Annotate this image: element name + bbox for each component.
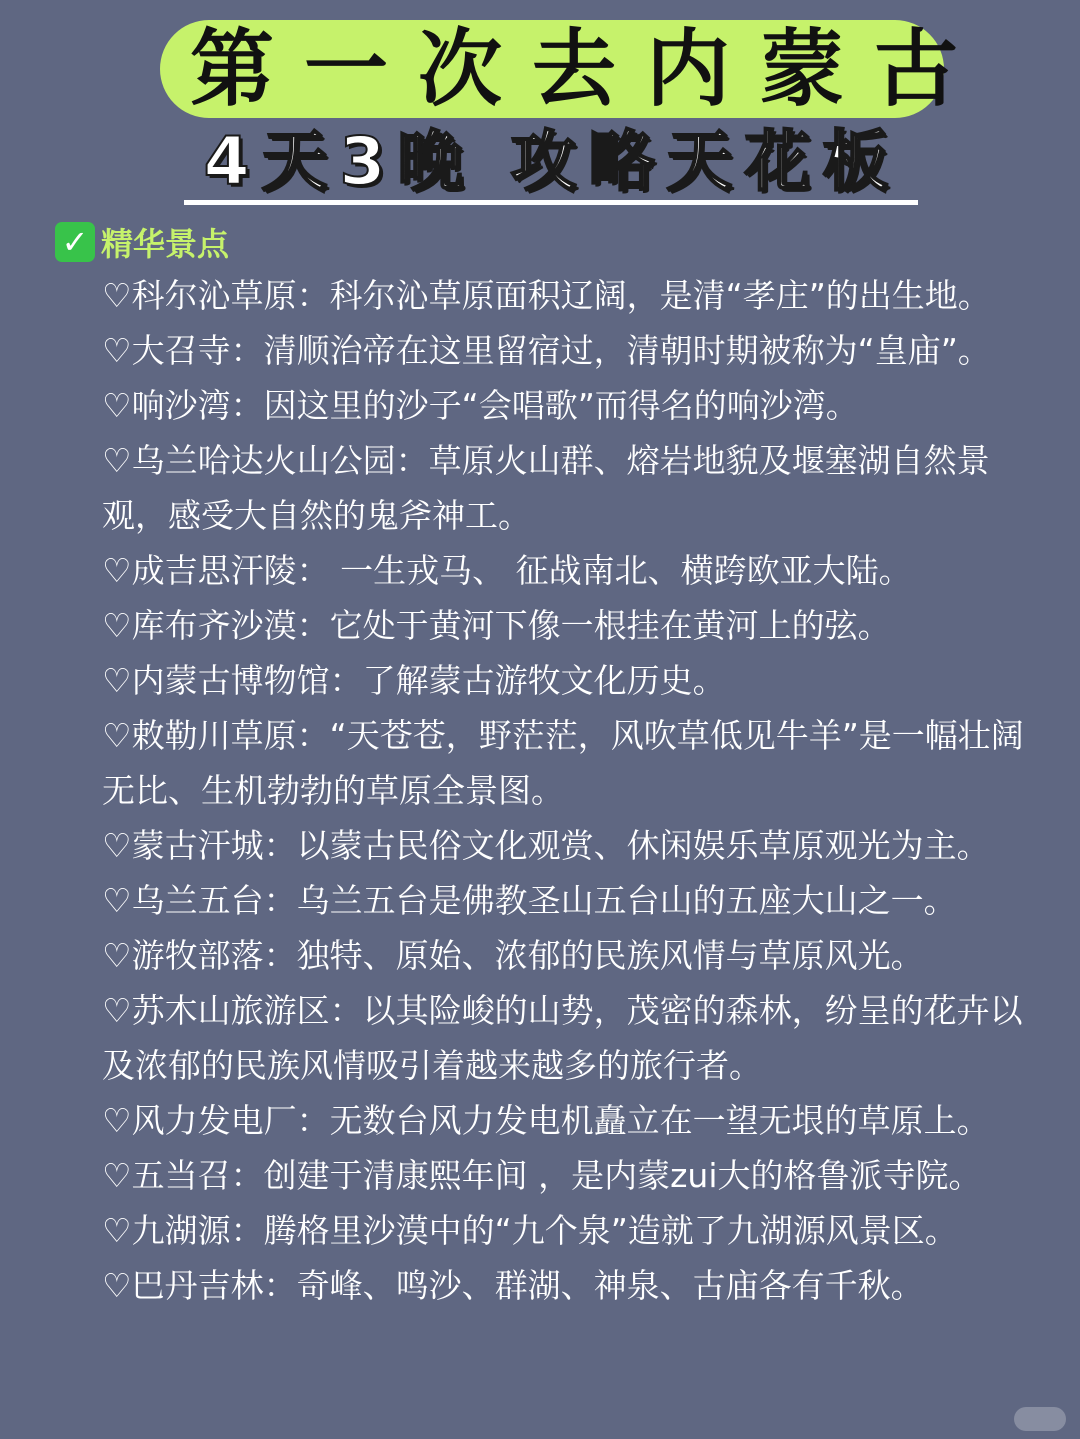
list-item-text: 库布齐沙漠：它处于黄河下像一根挂在黄河上的弦。	[131, 606, 891, 645]
heart-icon: ♡	[102, 826, 132, 865]
list-item-text: 乌兰哈达火山公园：草原火山群、熔岩地貌及堰塞湖自然景观，感受大自然的鬼斧神工。	[102, 441, 990, 535]
heart-icon: ♡	[102, 441, 132, 480]
heart-icon: ♡	[102, 936, 132, 975]
subtitle-underline	[184, 200, 918, 205]
heart-icon: ♡	[102, 606, 132, 645]
heart-icon: ♡	[102, 881, 132, 920]
list-item	[102, 928, 1042, 983]
list-item	[102, 323, 1042, 378]
list-item-text: 内蒙古博物馆：了解蒙古游牧文化历史。	[131, 661, 726, 700]
page-title: 第一次去内蒙古	[190, 20, 989, 118]
list-item-text: 五当召：创建于清康熙年间 ，是内蒙zui大的格鲁派寺院。	[131, 1156, 982, 1195]
check-mark-icon: ✓	[55, 222, 95, 262]
list-item	[102, 1093, 1042, 1148]
list-item-text: 大召寺：清顺治帝在这里留宿过，清朝时期被称为“皇庙”。	[131, 331, 991, 370]
heart-icon: ♡	[102, 386, 132, 425]
list-item-text: 巴丹吉林：奇峰、鸣沙、群湖、神泉、古庙各有千秋。	[131, 1266, 924, 1305]
list-item	[102, 818, 1042, 873]
heart-icon: ♡	[102, 1156, 132, 1195]
list-item	[102, 873, 1042, 928]
list-item	[102, 268, 1042, 323]
heart-icon: ♡	[102, 331, 132, 370]
list-item	[102, 1203, 1042, 1258]
heart-icon: ♡	[102, 1266, 132, 1305]
list-item-text: 成吉思汗陵： 一生戎马、 征战南北、横跨欧亚大陆。	[131, 551, 912, 590]
list-item-text: 蒙古汗城：以蒙古民俗文化观赏、休闲娱乐草原观光为主。	[131, 826, 990, 865]
list-item-text: 响沙湾：因这里的沙子“会唱歌”而得名的响沙湾。	[131, 386, 859, 425]
heart-icon: ♡	[102, 551, 132, 590]
heart-icon: ♡	[102, 1211, 132, 1250]
section-header	[55, 218, 229, 266]
list-item	[102, 653, 1042, 708]
list-item-text: 游牧部落：独特、原始、浓郁的民族风情与草原风光。	[131, 936, 924, 975]
list-item-text: 科尔沁草原：科尔沁草原面积辽阔，是清“孝庄”的出生地。	[131, 276, 991, 315]
list-item	[102, 543, 1042, 598]
list-item	[102, 983, 1042, 1093]
attraction-list	[102, 268, 1042, 1313]
list-item	[102, 433, 1042, 543]
list-item	[102, 378, 1042, 433]
heart-icon: ♡	[102, 276, 132, 315]
section-title: 精华景点	[101, 225, 230, 263]
list-item-text: 风力发电厂：无数台风力发电机矗立在一望无垠的草原上。	[131, 1101, 990, 1140]
heart-icon: ♡	[102, 716, 132, 755]
list-item-text: 敕勒川草原：“天苍苍，野茫茫，风吹草低见牛羊”是一幅壮阔无比、生机勃勃的草原全景图。	[102, 716, 1024, 810]
list-item-text: 九湖源：腾格里沙漠中的“九个泉”造就了九湖源风景区。	[131, 1211, 958, 1250]
list-item-text: 苏木山旅游区：以其险峻的山势，茂密的森林，纷呈的花卉以及浓郁的民族风情吸引着越来越多的旅行者。	[102, 991, 1023, 1085]
list-item	[102, 1148, 1042, 1203]
list-item-text: 乌兰五台：乌兰五台是佛教圣山五台山的五座大山之一。	[131, 881, 957, 920]
page-subtitle: 4天3晚 攻略天花板	[203, 123, 901, 200]
heart-icon: ♡	[102, 1101, 132, 1140]
list-item	[102, 598, 1042, 653]
heart-icon: ♡	[102, 661, 132, 700]
list-item	[102, 708, 1042, 818]
heart-icon: ♡	[102, 991, 132, 1030]
watermark-logo	[1014, 1407, 1066, 1431]
list-item	[102, 1258, 1042, 1313]
